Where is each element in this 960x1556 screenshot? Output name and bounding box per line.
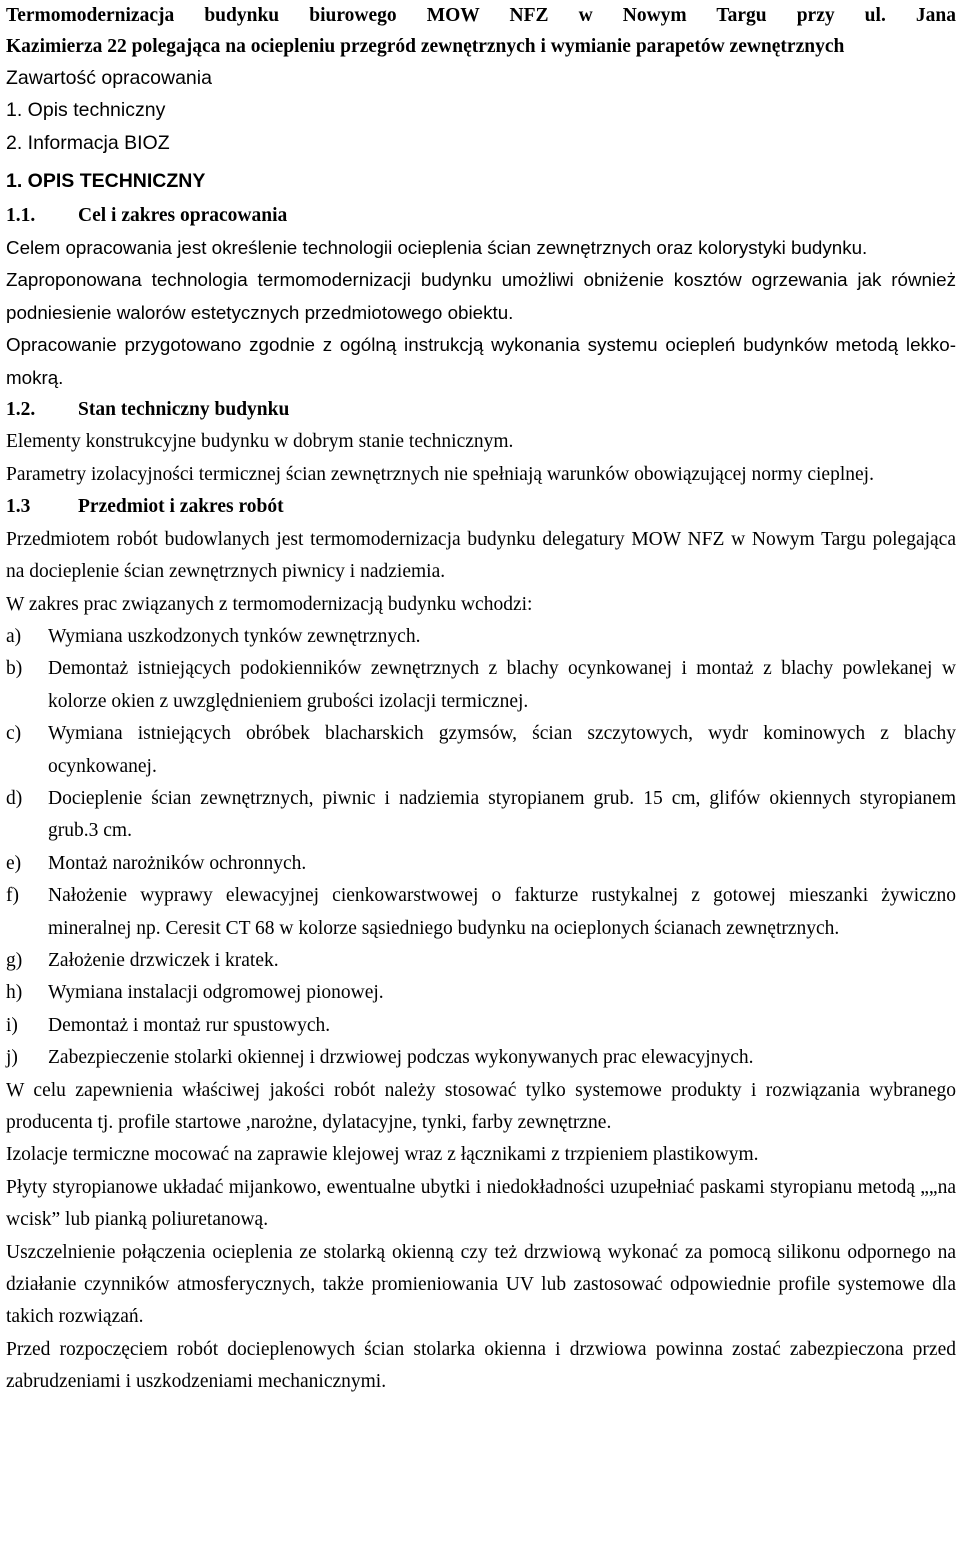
- section-1-2-paragraph-2: Parametry izolacyjności termicznej ścian zewnętrznych nie spełniają warunków obowiązującej normy cieplnej.: [6, 463, 874, 485]
- list-item-text: Wymiana istniejących obróbek blacharskich gzymsów, ścian szczytowych, wydr kominowych z blachy ocynkowanej.: [48, 723, 956, 777]
- list-item-text: Montaż narożników ochronnych.: [48, 852, 307, 874]
- section-1-2-title: Stan techniczny budynku: [78, 399, 290, 421]
- section-1-2-number: 1.2.: [6, 399, 36, 421]
- section-1-1-paragraph-2: Zaproponowana technologia termomodernizacji budynku umożliwi obniżenie kosztów ogrzewania jak również podniesienie walorów estetycznych przedmiotowego obiektu.: [6, 269, 956, 323]
- list-item-text: Demontaż i montaż rur spustowych.: [48, 1014, 331, 1036]
- list-item-text: Zabezpieczenie stolarki okiennej i drzwiowej podczas wykonywanych prac elewacyjnych.: [48, 1047, 754, 1069]
- contents-item-1: 1. Opis techniczny: [6, 99, 166, 122]
- list-item-label: h): [6, 982, 23, 1004]
- list-item: [6, 848, 956, 880]
- list-item: [6, 945, 956, 977]
- title-line-1: Termomodernizacja budynku biurowego MOW NFZ w Nowym Targu przy ul. Jana: [6, 5, 956, 26]
- list-item: [6, 880, 956, 945]
- section-1-heading: 1. OPIS TECHNICZNY: [6, 170, 206, 193]
- scope-list: [6, 621, 956, 1075]
- section-1-3-paragraph-1: Przedmiotem robót budowlanych jest termomodernizacja budynku delegatury MOW NFZ w Nowym Targu polegająca na docieplenie ścian zewnętrznych piwnicy i nadziemia.: [6, 528, 956, 583]
- section-1-3-paragraph-4: Izolacje termiczne mocować na zaprawie klejowej wraz z łącznikami z trzpieniem plastikowym.: [6, 1144, 759, 1166]
- section-1-2-paragraph-1: Elementy konstrukcyjne budynku w dobrym stanie technicznym.: [6, 431, 514, 453]
- list-item-label: d): [6, 787, 23, 809]
- section-1-3-paragraph-6: Uszczelnienie połączenia ocieplenia ze stolarką okienną czy też drzwiową wykonać za pomocą silikonu odpornego na działanie czynników atmosferycznych, także promieniowania UV lub zastosować odpowiednie profile systemowe dla takich rozwiązań.: [6, 1241, 956, 1328]
- section-1-1-heading: [6, 200, 956, 232]
- section-1-3-paragraph-3: W celu zapewnienia właściwej jakości robót należy stosować tylko systemowe produkty i rozwiązania wybranego producenta tj. profile startowe ,narożne, dylatacyjne, tynki, farby zewnętrzne.: [6, 1079, 956, 1133]
- section-1-2-heading: [6, 394, 956, 426]
- section-1-1-paragraph-1: Celem opracowania jest określenie technologii ocieplenia ścian zewnętrznych oraz kolorystyki budynku.: [6, 237, 868, 259]
- section-1-3-title: Przedmiot i zakres robót: [78, 496, 284, 518]
- list-item-label: a): [6, 625, 22, 647]
- list-item: [6, 977, 956, 1009]
- list-item-label: g): [6, 949, 23, 971]
- contents-heading: Zawartość opracowania: [6, 67, 212, 89]
- list-item-text: Założenie drzwiczek i kratek.: [48, 949, 279, 971]
- section-1-1-paragraph-3: Opracowanie przygotowano zgodnie z ogólną instrukcją wykonania systemu ociepleń budynków metodą lekko-mokrą.: [6, 334, 956, 388]
- section-1-1-number: 1.1.: [6, 204, 36, 226]
- list-item: [6, 718, 956, 783]
- section-1-3-paragraph-7: Przed rozpoczęciem robót docieplenowych ścian stolarka okienna i drzwiowa powinna zostać zabezpieczona przed zabrudzeniami i uszkodzeniami mechanicznymi.: [6, 1338, 956, 1393]
- list-item: [6, 783, 956, 848]
- list-item-text: Demontaż istniejących podokienników zewnętrznych z blachy ocynkowanej i montaż z blachy powlekanej w kolorze okien z uwzględnieniem grubości izolacji termicznej.: [48, 658, 956, 712]
- section-1-1-title: Cel i zakres opracowania: [78, 204, 288, 226]
- list-item: [6, 621, 956, 653]
- list-item-label: f): [6, 885, 19, 907]
- list-item-label: e): [6, 852, 22, 874]
- list-item-text: Docieplenie ścian zewnętrznych, piwnic i nadziemia styropianem grub. 15 cm, glifów okiennych styropianem grub.3 cm.: [48, 787, 956, 842]
- section-1-3-heading: [6, 491, 956, 523]
- list-item-label: j): [6, 1047, 18, 1069]
- list-item-text: Wymiana uszkodzonych tynków zewnętrznych.: [48, 625, 421, 647]
- list-item-label: b): [6, 658, 23, 680]
- list-item-label: i): [6, 1014, 18, 1036]
- section-1-3-paragraph-5: Płyty styropianowe układać mijankowo, ewentualne ubytki i niedokładności uzupełniać paskami styropianu metodą „„na wcisk” lub pianką poliuretanową.: [6, 1176, 956, 1231]
- title-line-2: Kazimierza 22 polegająca na ociepleniu przegród zewnętrznych i wymianie parapetów zewnętrznych: [6, 36, 845, 57]
- section-1-3-number: 1.3: [6, 496, 31, 518]
- list-item: [6, 653, 956, 718]
- document-title: [6, 0, 956, 62]
- list-item-label: c): [6, 723, 22, 745]
- list-item-text: Wymiana instalacji odgromowej pionowej.: [48, 982, 384, 1004]
- list-item: [6, 1010, 956, 1042]
- list-item: [6, 1042, 956, 1074]
- contents-item-2: 2. Informacja BIOZ: [6, 131, 170, 154]
- section-1-3-paragraph-2: W zakres prac związanych z termomodernizacją budynku wchodzi:: [6, 593, 533, 615]
- list-item-text: Nałożenie wyprawy elewacyjnej cienkowarstwowej o fakturze rustykalnej z gotowej mieszanki żywiczno mineralnej np. Ceresit CT 68 w kolorze sąsiedniego budynku na ocieplonych ścianach zewnętrznych.: [48, 885, 956, 939]
